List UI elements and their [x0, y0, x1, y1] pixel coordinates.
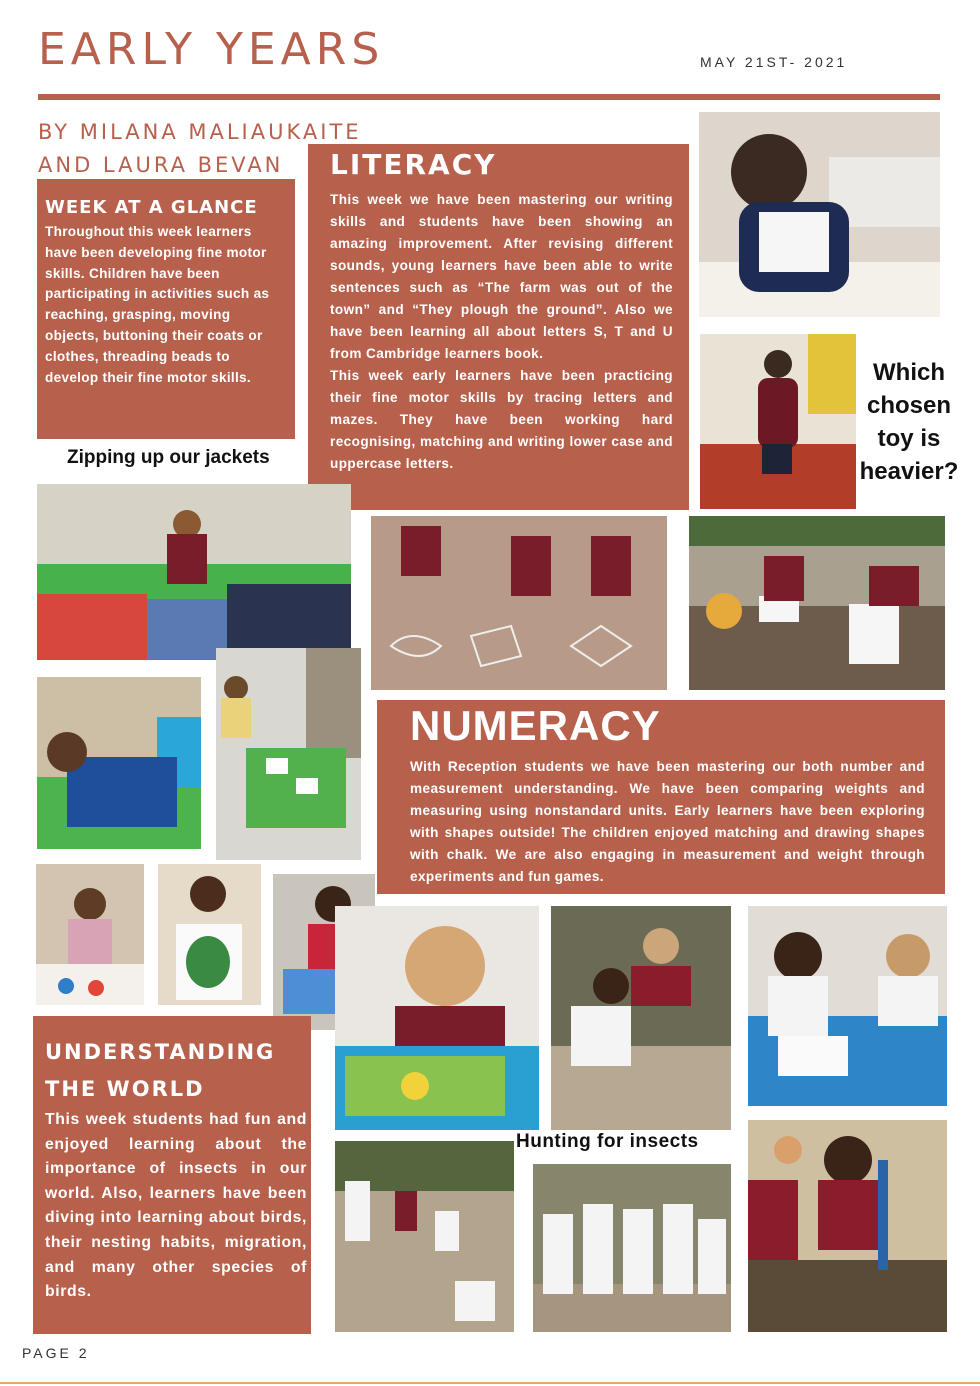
- footer-divider: [0, 1382, 980, 1384]
- caption-jackets: Zipping up our jackets: [67, 447, 270, 468]
- photo-girl-buttoning: [37, 677, 201, 849]
- week-at-glance-body: Throughout this week learners have been developing fine motor skills. Children have been participating in activities such as reaching, grasping, moving objects, buttoning their coats or clothes, threading beads to develop their fine motor skills.: [45, 224, 270, 385]
- literacy-panel: [308, 144, 689, 510]
- photo-girl-at-worksheet: [335, 906, 539, 1130]
- photo-children-on-path: [335, 1141, 514, 1332]
- understanding-world-heading: [45, 1034, 307, 1108]
- caption-toy-line-2: chosen: [866, 392, 952, 419]
- page-title: EARLY YEARS: [38, 24, 385, 75]
- photo-girls-drawing: [748, 906, 947, 1106]
- photo-girl-holding-toys: [700, 334, 856, 509]
- literacy-paragraph-1: This week we have been mastering our writing skills and students have been showing an amazing improvement. After revising different sounds, young learners have been able to write sentences such as “The farm was out of the town” and “They plough the ground”. Also we have been learning all about letters S, T and U from Cambridge learners book.: [330, 192, 673, 361]
- numeracy-body: With Reception students we have been mastering our both number and measurement understanding. We have been comparing weights and measuring using nonstandard units. Early learners have been exploring with shapes outside! The children enjoyed matching and drawing shapes with chalk. We are also engaging in measurement and weight through experiments and fun games.: [410, 759, 925, 884]
- understanding-world-heading-line-1: UNDERSTANDING: [45, 1040, 276, 1064]
- week-at-glance-heading: WEEK AT A GLANCE: [45, 197, 258, 218]
- photo-girls-gardening: [748, 1120, 947, 1332]
- photo-children-with-jackets: [37, 484, 351, 660]
- literacy-paragraph-2: This week early learners have been practicing their fine motor skills by tracing letters and mazes. They have been working hard recognising, matching and writing lower case and uppercase letters.: [330, 368, 673, 471]
- week-at-glance-panel: [37, 179, 295, 439]
- byline-line-1: BY MILANA MALIAUKAITE: [38, 120, 362, 144]
- caption-heavier-toy: [856, 356, 962, 488]
- page-number: PAGE 2: [22, 1345, 90, 1361]
- caption-toy-line-1: Which: [873, 359, 945, 386]
- understanding-world-body: This week students had fun and enjoyed learning about the importance of insects in our world. Also, learners have been diving into learning about birds, their nesting habits, migration, and many other species of birds.: [45, 1111, 307, 1301]
- photo-group-of-children: [533, 1164, 731, 1332]
- literacy-heading: LITERACY: [330, 148, 497, 181]
- photo-outdoor-table-bear: [689, 516, 945, 690]
- photo-girl-writing: [699, 112, 940, 317]
- photo-girls-in-woods: [551, 906, 731, 1130]
- caption-toy-line-4: heavier?: [859, 458, 959, 485]
- photo-chalk-shapes: [371, 516, 667, 690]
- header-divider: [38, 94, 940, 100]
- photo-girl-butterfly-print: [158, 864, 261, 1005]
- numeracy-panel: [377, 700, 945, 894]
- caption-insects: Hunting for insects: [516, 1131, 699, 1152]
- byline-line-2: AND LAURA BEVAN: [38, 153, 284, 177]
- numeracy-heading: NUMERACY: [410, 702, 661, 749]
- issue-date: MAY 21ST- 2021: [700, 54, 848, 70]
- caption-toy-line-3: toy is: [877, 425, 941, 452]
- understanding-world-panel: [33, 1016, 311, 1334]
- photo-classroom-overhead: [216, 648, 361, 860]
- photo-girl-painting: [36, 864, 144, 1005]
- understanding-world-heading-line-2: THE WORLD: [45, 1077, 205, 1101]
